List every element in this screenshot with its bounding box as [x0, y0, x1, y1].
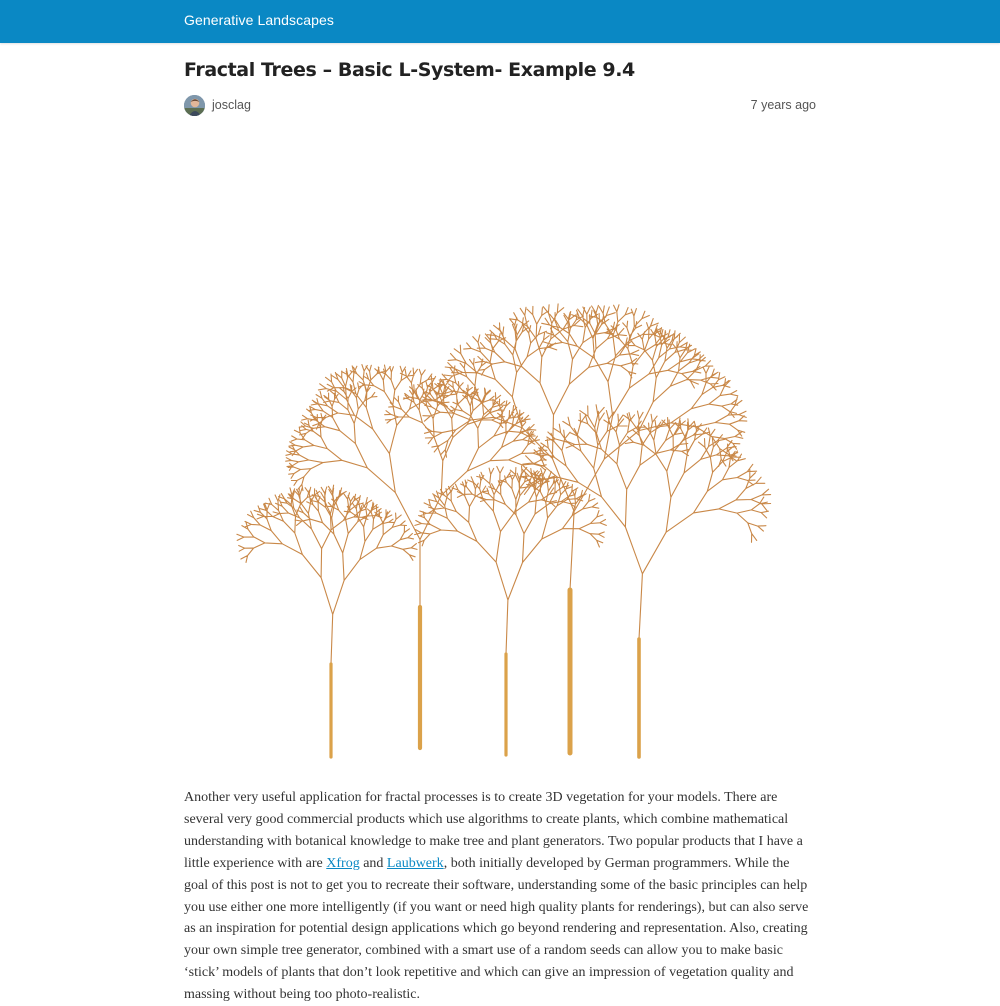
post-body-paragraph [184, 787, 816, 1006]
post-featured-image [184, 140, 816, 765]
tree-branches [423, 304, 747, 590]
site-header [0, 0, 1000, 43]
avatar[interactable] [184, 95, 205, 116]
laubwerk-link[interactable]: Laubwerk [386, 855, 444, 871]
tree-branches [286, 365, 548, 607]
tree-branches [237, 485, 417, 664]
fractal-trees-render-icon [184, 140, 816, 765]
xfrog-link[interactable]: Xfrog [326, 855, 360, 871]
tree-branches [415, 466, 607, 654]
author-link[interactable]: josclag [212, 98, 251, 112]
site-title-link[interactable]: Generative Landscapes [184, 12, 334, 28]
tree-branches [520, 405, 771, 639]
body-text-1: Another very useful application for fractal processes is to create 3D vegetation for your models. There are several very good commercial products which use algorithms to create plants, which combine mathematical understanding with botanical knowledge to make tree and plant generators. Two popular products that I have a little experience with are [184, 790, 803, 871]
post-title: Fractal Trees – Basic L-System- Example 9.4 [184, 59, 635, 81]
post-meta [184, 95, 816, 117]
body-text-2: and [359, 855, 387, 871]
user-avatar-icon [184, 95, 205, 116]
body-text-3: , both initially developed by German programmers. While the goal of this post is not to get you to recreate their software, understanding some of the basic principles can help you use either one more intelligently (if you want or need high quality plants for renderings), but can also serve as an inspiration for potential design applications which go beyond rendering and representation. Also, creating your own simple tree generator, combined with a smart use of a random seeds can allow you to make basic ‘stick’ models of plants that don’t look repetitive and which can give an impression of vegetation quality and massing without being too photo-realistic. [184, 855, 809, 1003]
post-date-link[interactable]: 7 years ago [750, 98, 816, 112]
